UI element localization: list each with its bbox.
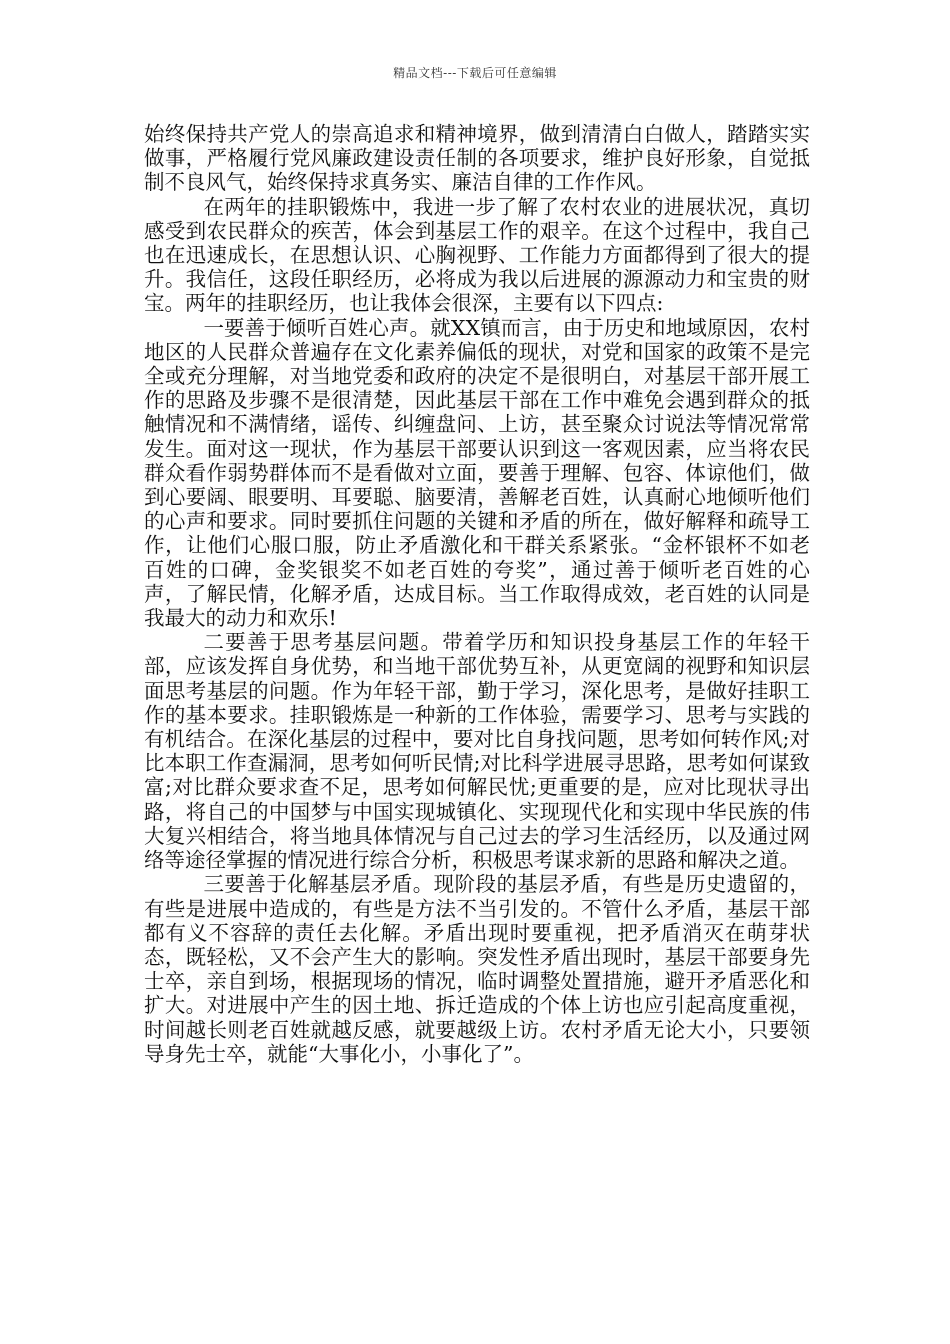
paragraph-1: 始终保持共产党人的崇高追求和精神境界，做到清清白白做人，踏踏实实做事，严格履行党风廉政建设责任制的各项要求，维护良好形象，自觉抵制不良风气，始终保持求真务实、廉洁自律的工作作风。 [144,122,810,195]
paragraph-3: 一要善于倾听百姓心声。就XX镇而言，由于历史和地域原因，农村地区的人民群众普遍存在文化素养偏低的现状，对党和国家的政策不是完全或充分理解，对当地党委和政府的决定不是很明白，对基层干部开展工作的思路及步骤不是很清楚，因此基层干部在工作中难免会遇到群众的抵触情况和不满情绪，谣传、纠缠盘问、上访，甚至聚众讨说法等情况常常发生。面对这一现状，作为基层干部要认识到这一客观因素，应当将农民群众看作弱势群体而不是看做对立面，要善于理解、包容、体谅他们，做到心要阔、眼要明、耳要聪、脑要清，善解老百姓，认真耐心地倾听他们的心声和要求。同时要抓住问题的关键和矛盾的所在，做好解释和疏导工作，让他们心服口服，防止矛盾激化和干群关系紧张。“金杯银杯不如老百姓的口碑，金奖银奖不如老百姓的夸奖”，通过善于倾听老百姓的心声，了解民情，化解矛盾，达成目标。当工作取得成效，老百姓的认同是我最大的动力和欢乐! [144,315,810,631]
document-body [144,122,810,1066]
paragraph-5: 三要善于化解基层矛盾。现阶段的基层矛盾，有些是历史遗留的，有些是进展中造成的，有些是方法不当引发的。不管什么矛盾，基层干部都有义不容辞的责任去化解。矛盾出现时要重视，把矛盾消灭在萌芽状态，既轻松，又不会产生大的影响。突发性矛盾出现时，基层干部要身先士卒，亲自到场，根据现场的情况，临时调整处置措施，避开矛盾恶化和扩大。对进展中产生的因土地、拆迁造成的个体上访也应引起高度重视，时间越长则老百姓就越反感，就要越级上访。农村矛盾无论大小，只要领导身先士卒，就能“大事化小，小事化了”。 [144,872,810,1066]
paragraph-2: 在两年的挂职锻炼中，我进一步了解了农村农业的进展状况，真切感受到农民群众的疾苦，体会到基层工作的艰辛。在这个过程中，我自己也在迅速成长，在思想认识、心胸视野、工作能力方面都得到了很大的提升。我信任，这段任职经历，必将成为我以后进展的源源动力和宝贵的财宝。两年的挂职经历，也让我体会很深，主要有以下四点: [144,194,810,316]
paragraph-4: 二要善于思考基层问题。带着学历和知识投身基层工作的年轻干部，应该发挥自身优势，和当地干部优势互补，从更宽阔的视野和知识层面思考基层的问题。作为年轻干部，勤于学习，深化思考，是做好挂职工作的基本要求。挂职锻炼是一种新的工作体验，需要学习、思考与实践的有机结合。在深化基层的过程中，要对比自身找问题，思考如何转作风;对比本职工作查漏洞，思考如何听民情;对比科学进展寻思路，思考如何谋致富;对比群众要求查不足，思考如何解民忧;更重要的是，应对比现状寻出路，将自己的中国梦与中国实现城镇化、实现现代化和实现中华民族的伟大复兴相结合，将当地具体情况与自己过去的学习生活经历，以及通过网络等途径掌握的情况进行综合分析，积极思考谋求新的思路和解决之道。 [144,630,810,873]
page-header: 精品文档---下载后可任意编辑 [393,66,557,80]
